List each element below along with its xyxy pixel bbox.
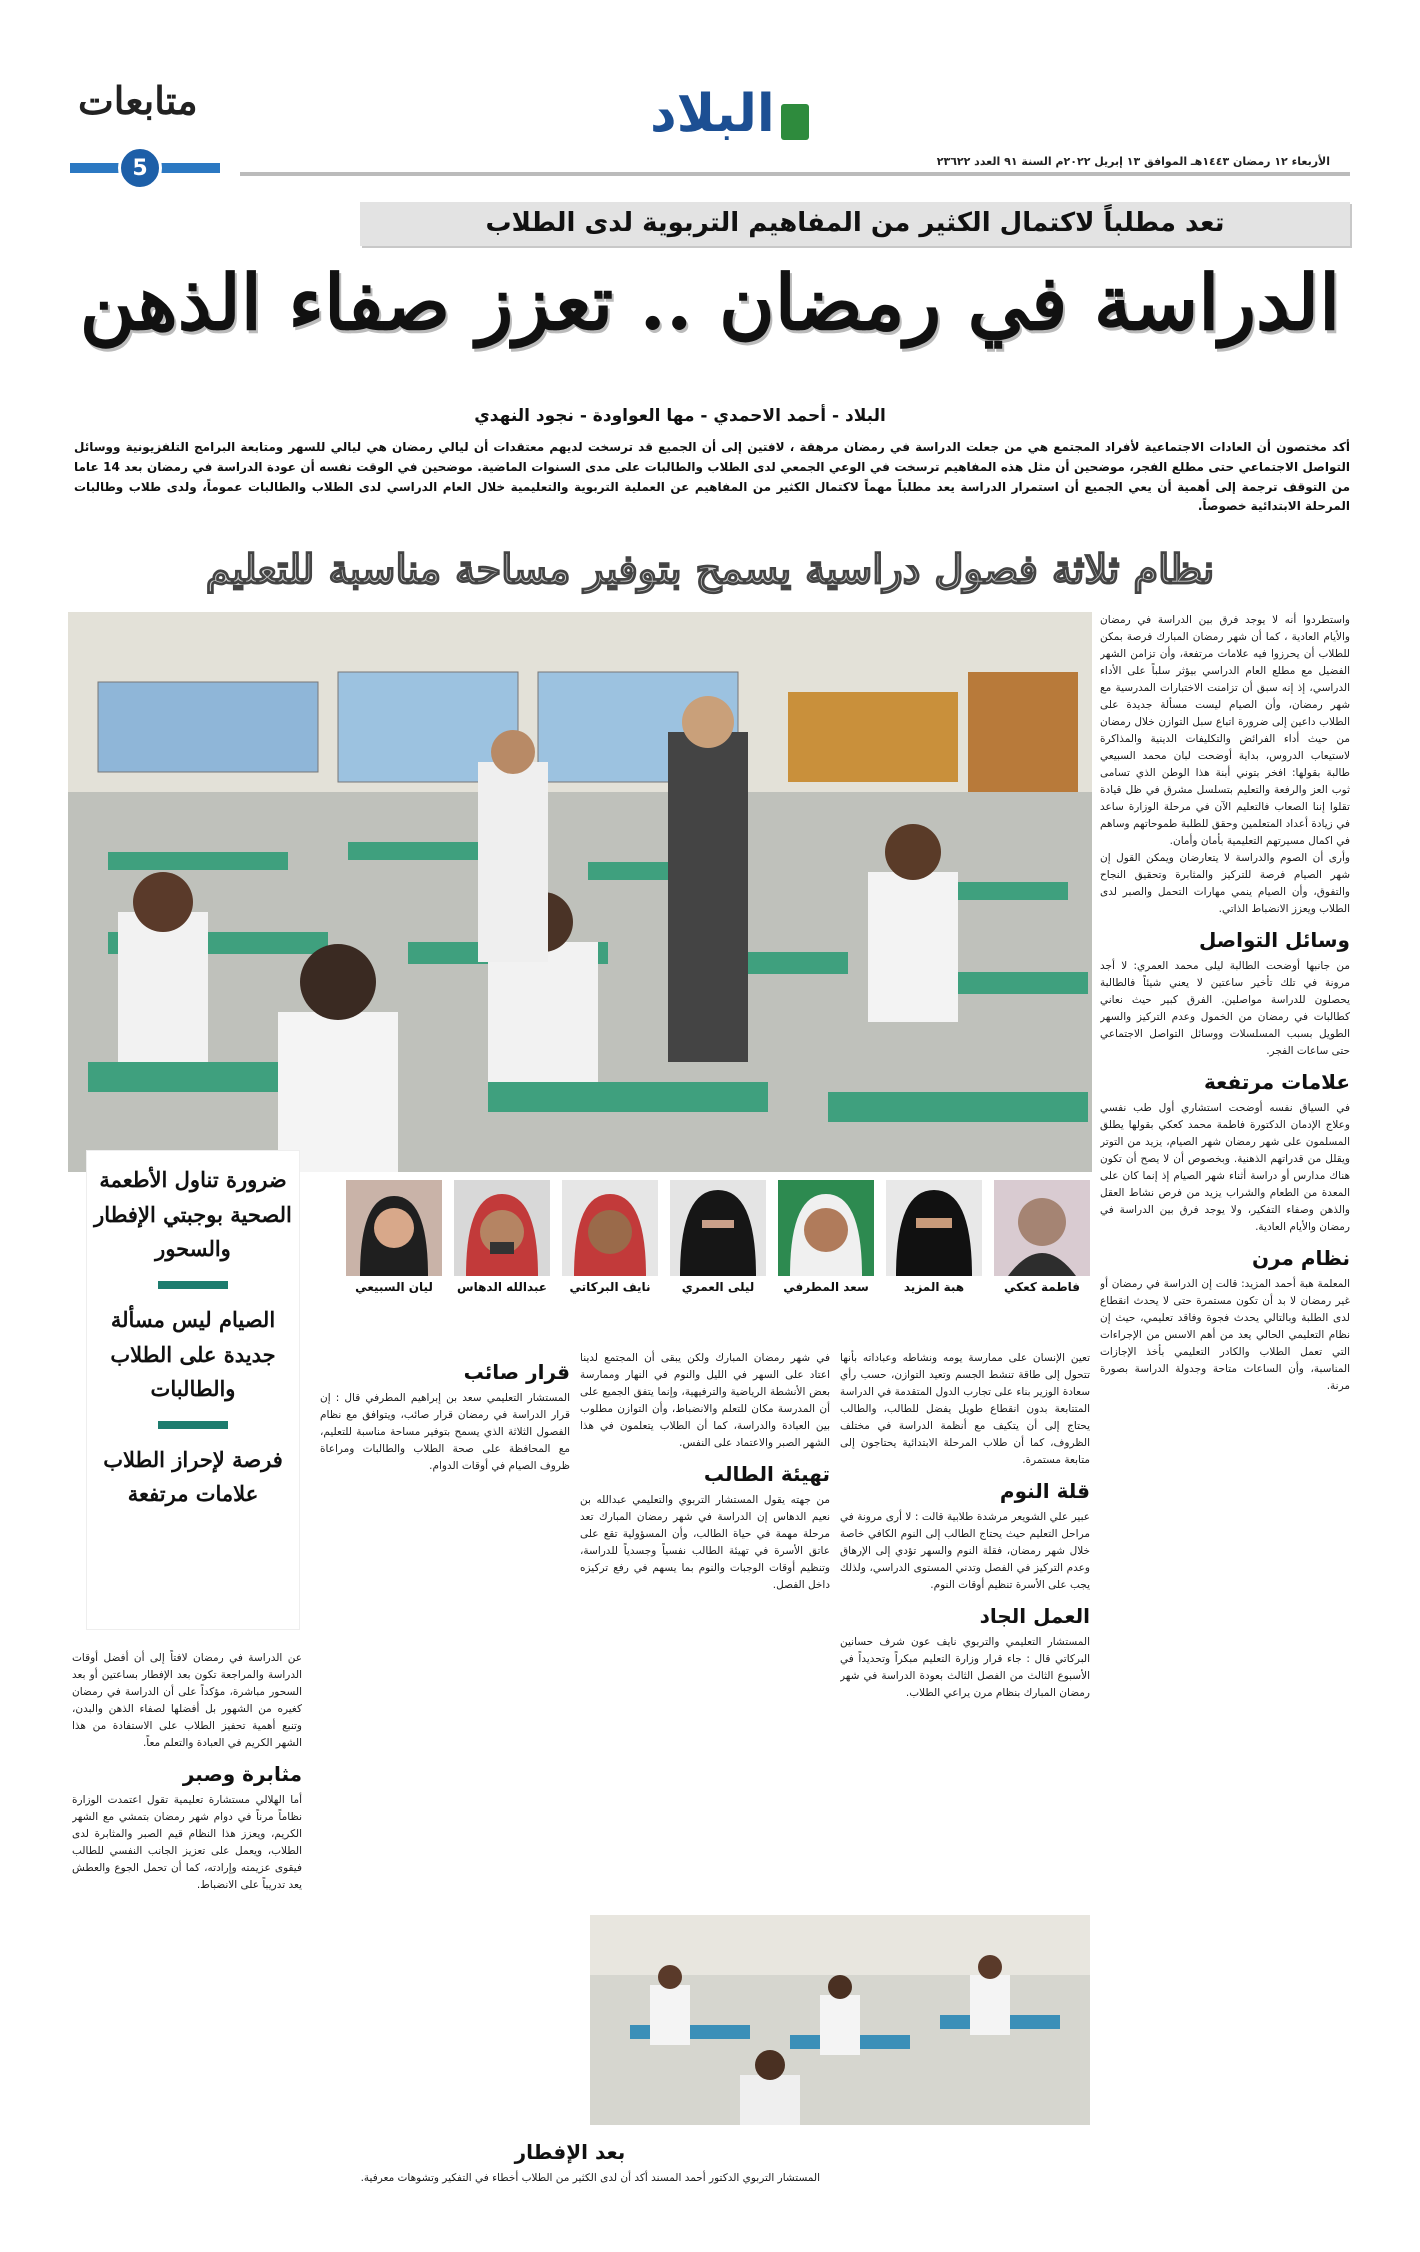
portrait-name: فاطمة كعكي bbox=[1003, 1280, 1081, 1294]
column-3-bottom bbox=[320, 2130, 820, 2230]
students-illustration bbox=[590, 1915, 1090, 2125]
paragraph: من جانبها أوضحت الطالبة ليلى محمد العمري: لا أجد مرونة في تلك تأخير ساعتين لا يعني شيئاً فالطالبة يحصلون للدراسة مواصلين. الفرق كبير حيث نعاني كطالبات في رمضان من الخمول وعدم التركيز والسهر الطويل بسبب المسلسلات ووسائل التواصل الاجتماعي حتى ساعات الفجر. bbox=[1100, 960, 1350, 1057]
paragraph: المستشار التعليمي والتربوي نايف عون شرف حسانين البركاتي قال : جاء قرار وزارة التعليم مبكراً وتحديداً في الأسبوع الثالث من الفصل الثالث بعودة الدراسة في شهر رمضان المبارك بنظام مرن يراعي الطلاب. bbox=[840, 1636, 1090, 1699]
masthead bbox=[0, 0, 1420, 200]
column-4 bbox=[320, 1350, 570, 1910]
person-icon bbox=[346, 1180, 442, 1276]
portrait-laila bbox=[670, 1180, 766, 1350]
classroom-photo bbox=[68, 612, 1092, 1172]
person-icon bbox=[886, 1180, 982, 1276]
subheading: بعد الإفطار bbox=[514, 2140, 626, 2164]
article-byline: البلاد - أحمد الاحمدي - مها العواودة - نجود النهدي bbox=[474, 406, 886, 426]
pull-quote: الصيام ليس مسألة جديدة على الطلاب والطالبات bbox=[110, 1306, 276, 1402]
portrait-name: سعد المطرفي bbox=[783, 1280, 869, 1294]
portrait-heba bbox=[886, 1180, 982, 1350]
portrait-name: عبدالله الدهاس bbox=[457, 1280, 547, 1294]
portrait-naif bbox=[562, 1180, 658, 1350]
paragraph: تعين الإنسان على ممارسة يومه ونشاطه وعباداته بأنها تتحول إلى طاقة تنشط الجسم وتعيد التوازن، حسب رأي سعادة الوزير بناء على تجارب الدول المتقدمة في الدراسة المتتابعة بدون انقطاع طويل يفضل للطالب، والطالب يحتاج إلى أن يتكيف مع أنظمة الدراسة في مختلف الظروف، كما أن طلاب المرحلة الابتدائية يحتاجون إلى متابعة مستمرة. bbox=[840, 1352, 1090, 1466]
subheading: وسائل التواصل bbox=[1198, 928, 1350, 952]
paragraph: المعلمة هبة أحمد المزيد: قالت إن الدراسة في رمضان أو غير رمضان لا بد أن تكون مستمرة حتى لا يحدث انقطاع لدى الطلبة وبالتالي يحدث فجوة وفاقد تعليمي، حيث إن نظام التعليمي الحالي يعد من أهم الاسس من الإجراءات التي تعمل الطلاب والكادر التعليمي بأخذ الإجازات المناسبة، وأن الساعات متاحة وجدولة الدراسة بصورة مرنة. bbox=[1100, 1278, 1350, 1392]
paragraph: واستطردوا أنه لا يوجد فرق بين الدراسة في رمضان والأيام العادية ، كما أن شهر رمضان المبارك فرصة بمكن للطلاب أن يحرزوا فيه علامات مرتفعة، وأن تزامن الشهر الفضيل مع مطلع العام الدراسي بيؤثر سلباً على الأداء الدراسي، إذ إنه سبق أن تزامنت الاختبارات المدرسية مع شهر رمضان، وأن الصيام ليست مسألة جديدة على الطلاب داعين إلى ضرورة اتباع سبل التوازن خلال رمضان من حيث أداء الفرائض والتكليفات الدينية والمذاكرة لاستيعاب الدروس، بداية أوضحت لبان محمد السبيعي طالبة بقولها: افخر بتوني أبنة هذا الوطن الذي تسامى ثوب العز والرفعة والتعليم بتسلسل مشرق في ظل قيادة تقلوا إننا الصعاب فالتعليم الآن في مرحلة الوزارة ساعد في زيادة أعداد المتعلمين وحقق للطلبة طموحاتهم وساهم في اكمال مسيرتهم التعليمية بأمان وأمان. bbox=[1100, 614, 1350, 847]
newspaper-logo bbox=[650, 84, 809, 144]
pull-quote: فرصة لإحراز الطلاب علامات مرتفعة bbox=[103, 1446, 283, 1507]
pull-quotes-box bbox=[86, 1150, 300, 1630]
column-5 bbox=[72, 1650, 302, 2230]
classroom-illustration bbox=[68, 612, 1092, 1172]
subheading: مثابرة وصبر bbox=[182, 1762, 302, 1786]
paragraph: عن الدراسة في رمضان لافتاً إلى أن أفضل أوقات الدراسة والمراجعة تكون بعد الإفطار بساعتين أو بعد السحور مباشرة، مؤكداً على أن الدراسة في رمضان كغيره من الشهور بل أفضلها لصفاء الذهن والبدن، وتنبع أهمية تحفيز الطلاب على الاستفادة من هذا الشهر الكريم في العبادة والتعلم معاً. bbox=[72, 1652, 302, 1749]
subheading: قلة النوم bbox=[999, 1479, 1090, 1503]
column-3 bbox=[580, 1350, 830, 1910]
person-icon bbox=[670, 1180, 766, 1276]
person-icon bbox=[994, 1180, 1090, 1276]
paragraph: عبير علي الشويعر مرشدة طلابية قالت : لا أرى مرونة في مراحل التعليم حيث يحتاج الطالب إلى النوم الكافي خاصة خلال شهر رمضان، فقلة النوم والسهر تؤدي إلى الإرهاق وعدم التركيز في الفصل وتدني المستوى الدراسي، ولذلك يجب على الأسرة تنظيم أوقات النوم. bbox=[840, 1511, 1090, 1591]
quote-divider bbox=[158, 1281, 228, 1289]
person-icon bbox=[778, 1180, 874, 1276]
paragraph: في شهر رمضان المبارك ولكن يبقى أن المجتمع لدينا اعتاد على السهر في الليل والنوم في النهار وممارسة بعض الأنشطة الرياضية والترفيهية، وإنما يتفق الجميع على أن المدرسة مكان للتعلم والانضباط، وأن التوازن مطلوب بين العبادة والدراسة، كما أن الطلاب يتعلمون في هذا الشهر الصبر والاعتماد على النفس. bbox=[580, 1352, 830, 1449]
article-lead: أكد مختصون أن العادات الاجتماعية لأفراد المجتمع هي من جعلت الدراسة في رمضان مرهقة ، لافتين إلى أن الجميع قد ترسخت لديهم معتقدات أن ليالي رمضان هي ليالي للسهر ومتابعة البرامج التلفزيونية ووسائل التواصل الاجتماعي حتى مطلع الفجر، موضحين أن مثل هذه المفاهيم ترسخت في الوعي الجمعي لدى الطلاب والطالبات على مدى السنوات الماضية. موضحين في الوقت نفسه أن عودة الدراسة في رمضان بعد 14 عاما من التوقف ترجمة إلى أهمية أن يعي الجميع أن استمرار الدراسة يعد مطلباً مهماً لاكتمال الكثير من المفاهيم عن العملية التربوية والتعليمية خلال العام الدراسي لدى الطلاب والطالبات عموماً، ولدى طلاب وطالبات المرحلة الابتدائية خصوصاً. bbox=[74, 440, 1350, 514]
quote-divider bbox=[158, 1421, 228, 1429]
header-rule bbox=[240, 172, 1350, 176]
paragraph: وأرى أن الصوم والدراسة لا يتعارضان ويمكن القول إن شهر الصيام فرصة للتركيز والمثابرة وتحقيق النجاح والتفوق، وأن الصيام ينمي مهارات التحمل والصبر لدى الطلاب ويعزز الانضباط الذاتي. bbox=[1100, 852, 1350, 915]
dateline: الأربعاء ١٢ رمضان ١٤٤٣هـ الموافق ١٣ إبريل ٢٠٢٢م السنة ٩١ العدد ٢٣٦٢٢ bbox=[936, 155, 1330, 168]
article-kicker: تعد مطلباً لاكتمال الكثير من المفاهيم التربوية لدى الطلاب bbox=[360, 202, 1350, 246]
paragraph: أما الهلالي مستشارة تعليمية تقول اعتمدت الوزارة نظاماً مرناً في دوام شهر رمضان بتمشي مع الشهر الكريم، ويعزز هذا النظام قيم الصبر والمثابرة لدى الطلاب، ويعمل على تعزيز الجانب النفسي للطالب فيقوى عزيمته وإرادته، كما أن تحمل الجوع والعطش يعد تدريباً على الانضباط. bbox=[72, 1794, 302, 1891]
subheading: تهيئة الطالب bbox=[703, 1462, 830, 1486]
person-icon bbox=[454, 1180, 550, 1276]
people-row bbox=[330, 1180, 1090, 1350]
portrait-layan bbox=[346, 1180, 442, 1350]
paragraph: المستشار التربوي الدكتور أحمد المسند أكد أن لدى الكثير من الطلاب أخطاء في التفكير وتشوهات معرفية. bbox=[360, 2172, 820, 2184]
portrait-name: ليان السبيعي bbox=[355, 1280, 433, 1294]
logo-text: البلاد bbox=[650, 84, 775, 144]
subheading: علامات مرتفعة bbox=[1204, 1070, 1350, 1094]
classroom-photo-2 bbox=[590, 1915, 1090, 2125]
paragraph: المستشار التعليمي سعد بن إبراهيم المطرفي قال : إن قرار الدراسة في رمضان قرار صائب، ويتوافق مع نظام الفصول الثلاثة الذي يسمح بتوفير مساحة مناسبة للتعليم، مع المحافظة على صحة الطلاب والطالبات ومراعاة ظروف الصيام في أوقات الدوام. bbox=[320, 1392, 570, 1472]
subheading: العمل الجاد bbox=[979, 1604, 1090, 1628]
paragraph: من جهته يقول المستشار التربوي والتعليمي عبدالله بن نعيم الدهاس إن الدراسة في شهر رمضان المبارك تعد مرحلة مهمة في حياة الطالب، وأن المسؤولية تقع على عاتق الأسرة في تهيئة الطالب نفسياً وجسدياً للدراسة، وتنظيم أوقات الوجبات والنوم بما يسهم في رفع تركيزه داخل الفصل. bbox=[580, 1494, 830, 1591]
column-1 bbox=[1100, 612, 1350, 2232]
logo-emblem-icon bbox=[781, 104, 809, 140]
portrait-abdullah bbox=[454, 1180, 550, 1350]
subheading: قرار صائب bbox=[463, 1360, 570, 1384]
section-name: متابعات bbox=[78, 78, 198, 123]
article-headline: الدراسة في رمضان .. تعزز صفاء الذهن bbox=[79, 258, 1341, 347]
portrait-name: هبة المزيد bbox=[903, 1280, 965, 1294]
portrait-name: ليلى العمري bbox=[681, 1280, 755, 1294]
page-number-badge: 5 bbox=[118, 146, 162, 190]
subheading: نظام مرن bbox=[1251, 1246, 1350, 1270]
second-headline: نظام ثلاثة فصول دراسية يسمح بتوفير مساحة مناسبة للتعليم bbox=[205, 546, 1215, 593]
portrait-saad bbox=[778, 1180, 874, 1350]
person-icon bbox=[562, 1180, 658, 1276]
column-2 bbox=[840, 1350, 1090, 1910]
paragraph: في السياق نفسه أوضحت استشاري أول طب نفسي وعلاج الإدمان الدكتورة فاطمة محمد كعكي بقولها يطلق المسلمون على شهر رمضان شهر الصيام، يزيد من التوتر ويقلل من قدراتهم الذهنية. وبخصوص أن لا يصح أن تكون هناك مدارس أو دراسة أثناء شهر الصيام إذ إنما كان على المعدة من الطعام والشراب يزيد من فرص نشاط العقل والذهن وصفاء التفكير، ولا يوجد فرق بين الدراسة في رمضان والأيام العادية. bbox=[1100, 1102, 1350, 1233]
pull-quote: ضرورة تناول الأطعمة الصحية بوجبتي الإفطار والسحور bbox=[94, 1167, 292, 1262]
portrait-name: نايف البركاتي bbox=[569, 1280, 651, 1294]
portrait-fatima bbox=[994, 1180, 1090, 1350]
